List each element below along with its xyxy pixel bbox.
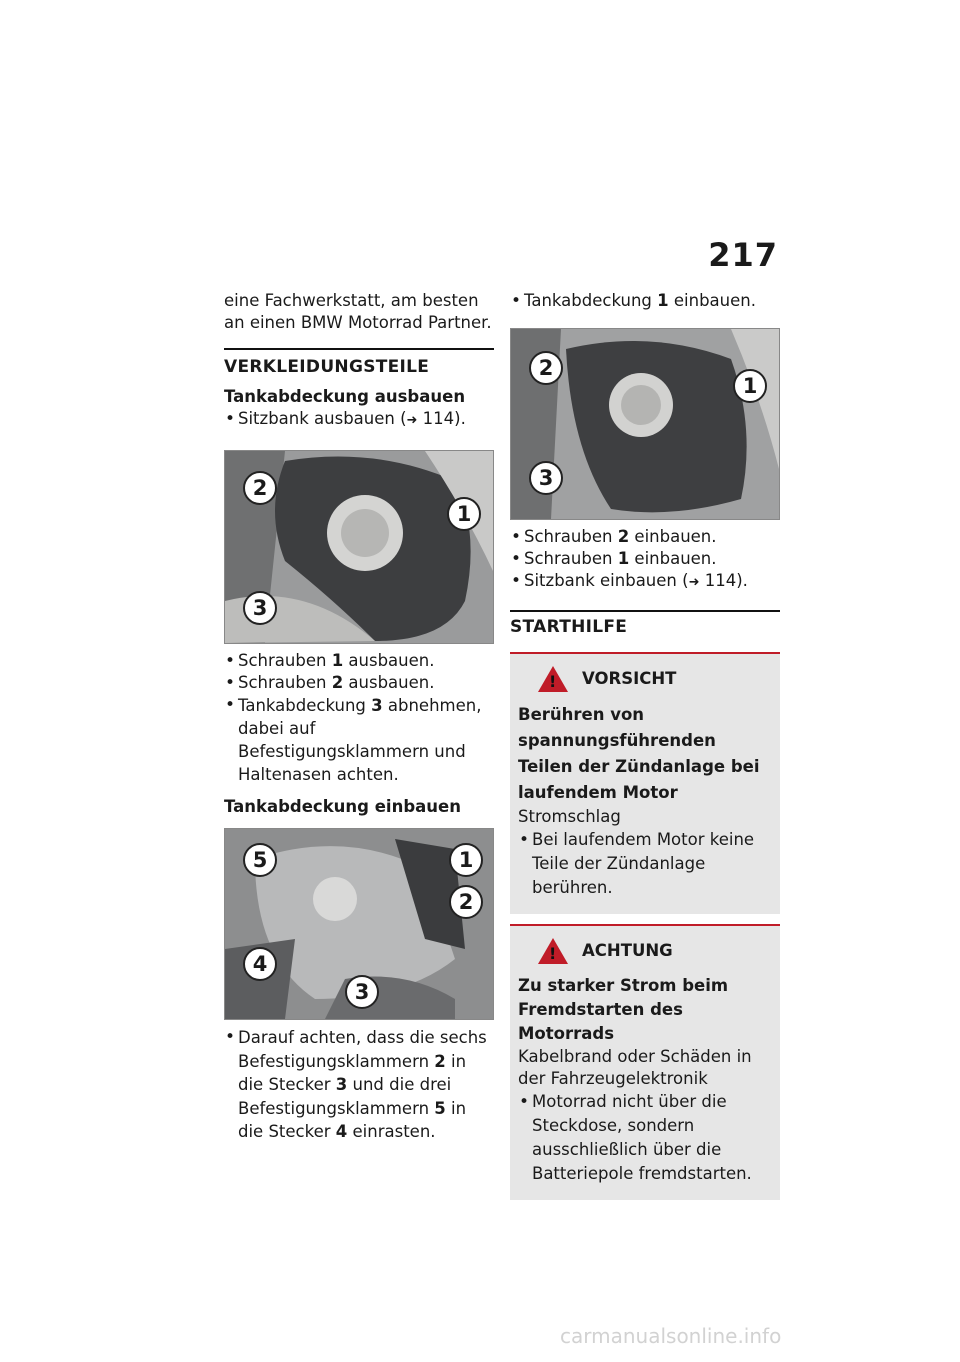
caution-title: Berühren von spannungsführenden Teilen der Zündanlage bei laufendem Motor [518, 705, 760, 802]
subheading-remove: Tankabdeckung ausbauen [224, 387, 466, 406]
install-step-list [510, 290, 780, 312]
warning-triangle-icon: ! [538, 938, 568, 964]
arrow-icon: ➜ [406, 413, 418, 428]
callout-number: 2 [243, 471, 277, 505]
list-item: • Sitzbank ausbauen (➜ 114). [224, 408, 494, 432]
callout-number: 2 [449, 885, 483, 919]
callout-number: 2 [529, 351, 563, 385]
callout-number: 4 [243, 947, 277, 981]
section-heading-verkleidung: VERKLEIDUNGSTEILE [224, 348, 494, 378]
page-number: 217 [708, 236, 778, 274]
after-steps-list [510, 526, 780, 594]
warning-triangle-icon: ! [538, 666, 568, 692]
right-column [510, 290, 780, 1200]
list-item: • Motorrad nicht über die Steckdose, sondern ausschließlich über die Batteriepole fremdstarten. [518, 1090, 772, 1186]
caution-label: VORSICHT [582, 669, 677, 688]
attention-header [538, 938, 772, 964]
remove-prestep-list [224, 408, 494, 432]
intro-text: eine Fachwerkstatt, am besten an einen BMW Motorrad Partner. [224, 291, 492, 332]
caution-risk: Stromschlag [518, 807, 621, 826]
list-item: • Sitzbank einbauen (➜ 114). [510, 570, 780, 594]
list-item: • Schrauben 2 einbauen. [510, 526, 780, 548]
list-item: • Schrauben 2 ausbauen. [224, 672, 494, 694]
install-note-list [224, 1026, 494, 1144]
subheading-install: Tankabdeckung einbauen [224, 797, 461, 816]
callout-number: 5 [243, 843, 277, 877]
callout-number: 3 [345, 975, 379, 1009]
callout-number: 3 [529, 461, 563, 495]
list-item: • Tankabdeckung 1 einbauen. [510, 290, 780, 312]
callout-number: 1 [733, 369, 767, 403]
callout-number: 1 [449, 843, 483, 877]
attention-risk: Kabelbrand oder Schäden in der Fahrzeugelektronik [518, 1047, 752, 1088]
left-column [224, 290, 494, 1144]
attention-list [518, 1090, 772, 1186]
attention-label: ACHTUNG [582, 941, 673, 960]
list-item: • Schrauben 1 einbauen. [510, 548, 780, 570]
caution-box [510, 652, 780, 914]
attention-box [510, 924, 780, 1200]
photo-tank-cover-clips [224, 828, 494, 1020]
caution-list [518, 828, 772, 900]
attention-title: Zu starker Strom beim Fremdstarten des Motorrads [518, 976, 729, 1043]
arrow-icon: ➜ [688, 575, 700, 590]
list-item: • Schrauben 1 ausbauen. [224, 650, 494, 672]
photo-tank-cover-installed [510, 328, 780, 520]
list-item: • Bei laufendem Motor keine Teile der Zündanlage berühren. [518, 828, 772, 900]
list-item: • Tankabdeckung 3 abnehmen, dabei auf Befestigungsklammern und Haltenasen achten. [224, 694, 494, 786]
watermark-footer: carmanualsonline.info [560, 1324, 782, 1348]
remove-steps-list [224, 650, 494, 786]
photo-tank-cover-removal [224, 450, 494, 644]
list-item: • Darauf achten, dass die sechs Befestigungsklammern 2 in die Stecker 3 und die drei Befestigungsklammern 5 in die Stecker 4 einrasten. [224, 1026, 494, 1144]
callout-number: 3 [243, 591, 277, 625]
callout-number: 1 [447, 497, 481, 531]
caution-header [538, 666, 772, 692]
section-heading-starthilfe: STARTHILFE [510, 610, 780, 638]
